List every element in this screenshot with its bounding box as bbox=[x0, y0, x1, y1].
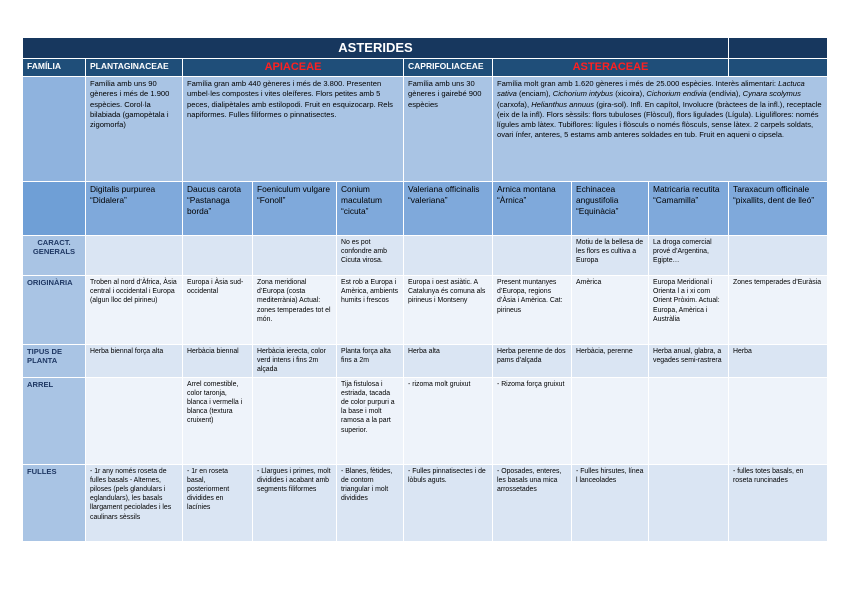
table-cell: La droga comercial prové d’Argentina, Egipte… bbox=[649, 236, 729, 276]
table-cell: Motiu de la bellesa de les flors es cultiva a Europa bbox=[572, 236, 649, 276]
table-cell: Zones temperades d’Euràsia bbox=[729, 276, 828, 345]
table-cell: - Rizoma força gruixut bbox=[493, 377, 572, 464]
table-title: ASTERIDES bbox=[23, 38, 729, 59]
table-cell bbox=[572, 377, 649, 464]
table-cell bbox=[86, 236, 183, 276]
table-cell: - Fulles pinnatisectes i de lòbuls aguts. bbox=[404, 464, 493, 541]
table-cell: - Oposades, enteres, les basals una mica arrossetades bbox=[493, 464, 572, 541]
table-cell: Herba bbox=[729, 345, 828, 378]
table-cell: Herbàcia, perenne bbox=[572, 345, 649, 378]
table-cell: - Blanes, fètides, de contorn triangular i molt dividides bbox=[337, 464, 404, 541]
title-row bbox=[23, 38, 828, 59]
table-cell bbox=[183, 236, 253, 276]
table-row bbox=[23, 236, 828, 276]
species-common-name: “Equinàcia” bbox=[576, 206, 619, 216]
table-cell: Herba biennal força alta bbox=[86, 345, 183, 378]
species-name: Taraxacum officinale bbox=[733, 184, 810, 194]
table-cell bbox=[493, 236, 572, 276]
species-cell bbox=[337, 182, 404, 236]
species-cell bbox=[183, 182, 253, 236]
species-name: Daucus carota bbox=[187, 184, 241, 194]
table-cell bbox=[404, 236, 493, 276]
table-cell: - rizoma molt gruixut bbox=[404, 377, 493, 464]
species-common-name: “pixallits, dent de lleó” bbox=[733, 195, 815, 205]
desc-plantaginaceae: Família amb uns 90 gèneres i més de 1.900 espècies. Corol·la bilabiada (gamopètala i zigomorfa) bbox=[86, 77, 183, 182]
family-asteraceae: ASTERACEAE bbox=[493, 59, 729, 77]
desc-asteraceae-text-6: (gira-sol). Infl. En capítol, Involucre (bràctees de la infl.), receptacle (eix de la infl). Flors sèssils: flors tubuloses (Flòscul), flors ligulades (Lígula). Liguliflores: només lígules amb làtex. Tubiflores: lígules i flòsculs o només flòsculs, sense làtex. 2 carpels soldats, ovari ínfer, anteres, 5 estams amb anteres soldades en tub. Fruit en aqueni o cipsela. bbox=[497, 99, 822, 140]
species-cell bbox=[253, 182, 337, 236]
species-label-cell bbox=[23, 182, 86, 236]
desc-caprifoliaceae: Família amb uns 30 gèneres i gairebé 900 espècies bbox=[404, 77, 493, 182]
table-cell: Europa Meridional i Orienta l a i xi com Orient Pròxim. Actual: Europa, Amèrica i Austràlia bbox=[649, 276, 729, 345]
table-cell: Arrel comestible, color taronja, blanca i vermella i blanca (textura cruixent) bbox=[183, 377, 253, 464]
table-cell: Amèrica bbox=[572, 276, 649, 345]
species-cichorium-endivia: Cichorium endivia bbox=[646, 89, 707, 99]
table-cell: Herbàcia ierecta, color verd intens i fins 2m alçada bbox=[253, 345, 337, 378]
species-common-name: “Camamilla” bbox=[653, 195, 699, 205]
species-cell bbox=[404, 182, 493, 236]
table-cell: Herba perenne de dos pams d’alçada bbox=[493, 345, 572, 378]
row-label-arrel: ARREL bbox=[23, 377, 86, 464]
desc-asteraceae bbox=[493, 77, 828, 182]
table-cell bbox=[253, 377, 337, 464]
species-common-name: “Didalera” bbox=[90, 195, 127, 205]
table-cell: Troben al nord d’Àfrica, Àsia central i occidental i Europa (algun lloc del pirineu) bbox=[86, 276, 183, 345]
family-row bbox=[23, 59, 828, 77]
table-cell: Herbàcia biennal bbox=[183, 345, 253, 378]
species-common-name: “Fonoll” bbox=[257, 195, 286, 205]
table-cell bbox=[729, 236, 828, 276]
table-cell: - fulles totes basals, en roseta runcinades bbox=[729, 464, 828, 541]
table-cell: Tija fistulosa i estriada, tacada de color purpuri a la base i molt ramosa a la part superior. bbox=[337, 377, 404, 464]
family-spacer bbox=[729, 59, 828, 77]
table-cell: Planta força alta fins a 2m bbox=[337, 345, 404, 378]
species-name: Echinacea angustifolia bbox=[576, 184, 619, 205]
desc-asteraceae-text-4: (endívia), bbox=[706, 89, 743, 99]
table-cell: No es pot confondre amb Cicuta virosa. bbox=[337, 236, 404, 276]
table-cell: Europa i Àsia sud-occidental bbox=[183, 276, 253, 345]
species-common-name: “cicuta” bbox=[341, 206, 369, 216]
species-name: Foeniculum vulgare bbox=[257, 184, 331, 194]
table-row bbox=[23, 276, 828, 345]
row-label-originaria: ORIGINÀRIA bbox=[23, 276, 86, 345]
species-name: Arnica montana bbox=[497, 184, 556, 194]
table-cell bbox=[86, 377, 183, 464]
description-row bbox=[23, 77, 828, 182]
table-row bbox=[23, 345, 828, 378]
table-cell: Herba anual, glabra, a vegades semi-rastrera bbox=[649, 345, 729, 378]
family-label: FAMÍLIA bbox=[23, 59, 86, 77]
table-row bbox=[23, 377, 828, 464]
desc-asteraceae-text-1: Família molt gran amb 1.620 gèneres i més de 25.000 espècies. Interès alimentari: bbox=[497, 79, 779, 88]
row-label-caract: CARACT. GENERALS bbox=[23, 236, 86, 276]
species-row bbox=[23, 182, 828, 236]
row-label-fulles: FULLES bbox=[23, 464, 86, 541]
description-label-cell bbox=[23, 77, 86, 182]
species-common-name: “valeriana” bbox=[408, 195, 448, 205]
table-cell: - Fulles hirsutes, línea l lanceolades bbox=[572, 464, 649, 541]
table-cell bbox=[649, 464, 729, 541]
table-row bbox=[23, 464, 828, 541]
table-cell: Herba alta bbox=[404, 345, 493, 378]
title-spacer bbox=[729, 38, 828, 59]
species-cell bbox=[729, 182, 828, 236]
table-cell: - 1r any només roseta de fulles basals - Alternes, piloses (pels glandulars i eglandulars), les basals llargament peciolades i les caulinars sèssils bbox=[86, 464, 183, 541]
species-common-name: “Pastanaga borda” bbox=[187, 195, 230, 216]
desc-asteraceae-text-2: (enciam), bbox=[516, 89, 553, 99]
species-cichorium-intybus: Cichorium intybus bbox=[552, 89, 614, 99]
desc-apiaceae: Família gran amb 440 gèneres i més de 3.800. Presenten umbel·les compostes i vites oleíferes. Flors petites amb 5 peces, dialipètales amb estilopodi. Fruit en esquizocarp. Rels napiformes. Fulles filiformes o pinnatisectes. bbox=[183, 77, 404, 182]
species-cell bbox=[86, 182, 183, 236]
desc-asteraceae-text-3: (xicoira), bbox=[613, 89, 647, 99]
table-cell: - Llargues i primes, molt dividides i acabant amb segments filiformes bbox=[253, 464, 337, 541]
species-cynara: Cynara scolymus bbox=[742, 89, 801, 99]
table-cell: Europa i oest asiàtic. A Catalunya és comuna als pirineus i Montseny bbox=[404, 276, 493, 345]
family-plantaginaceae: PLANTAGINACEAE bbox=[86, 59, 183, 77]
species-name: Conium maculatum bbox=[341, 184, 382, 205]
species-cell bbox=[493, 182, 572, 236]
asterides-table bbox=[22, 37, 828, 542]
table-cell bbox=[729, 377, 828, 464]
species-name: Digitalis purpurea bbox=[90, 184, 156, 194]
species-lactuca: Lactuca sativa bbox=[497, 79, 805, 99]
table-cell bbox=[253, 236, 337, 276]
species-name: Valeriana officinalis bbox=[408, 184, 480, 194]
table-cell bbox=[649, 377, 729, 464]
species-cell bbox=[572, 182, 649, 236]
species-helianthus: Helianthus annuus bbox=[531, 99, 595, 109]
table-cell: Est rob a Europa i Amèrica, ambients humits i frescos bbox=[337, 276, 404, 345]
table-cell: - 1r en roseta basal, posteriorment dividides en lacínies bbox=[183, 464, 253, 541]
desc-asteraceae-text-5: (carxofa), bbox=[497, 99, 532, 109]
species-common-name: “Àrnica” bbox=[497, 195, 527, 205]
family-apiaceae: APIACEAE bbox=[183, 59, 404, 77]
species-name: Matricaria recutita bbox=[653, 184, 720, 194]
table-cell: Zona meridional d’Europa (costa mediterrània) Actual: zones temperades tot el món. bbox=[253, 276, 337, 345]
species-cell bbox=[649, 182, 729, 236]
row-label-tipus: TIPUS DE PLANTA bbox=[23, 345, 86, 378]
table-cell: Present muntanyes d’Europa, regions d’Àsia i Amèrica. Cat: pirineus bbox=[493, 276, 572, 345]
family-caprifoliaceae: CAPRIFOLIACEAE bbox=[404, 59, 493, 77]
